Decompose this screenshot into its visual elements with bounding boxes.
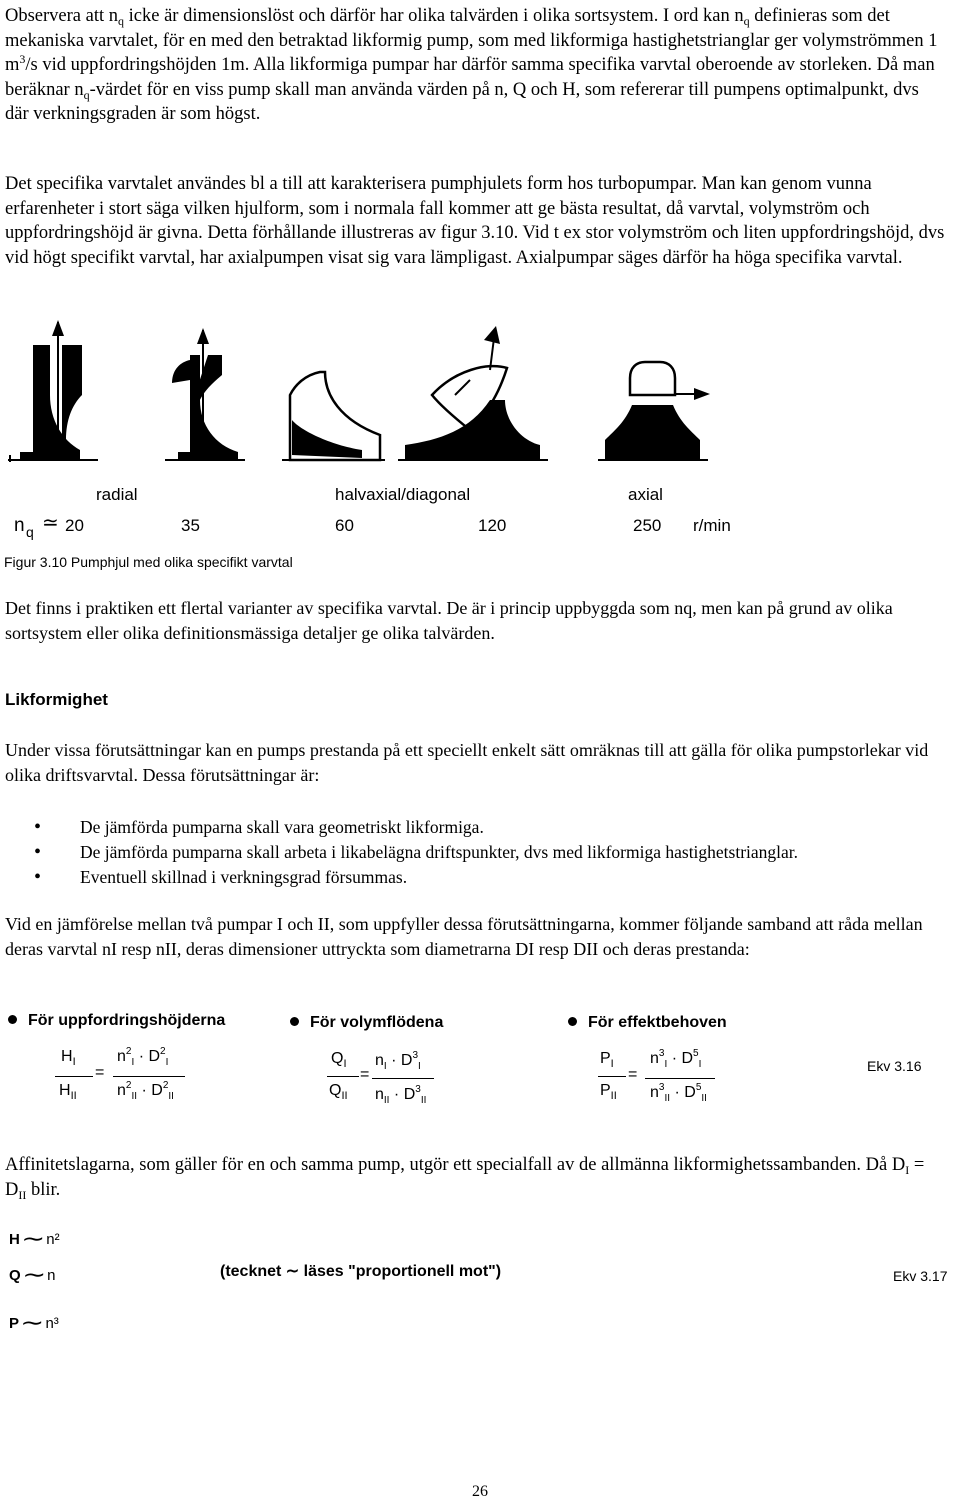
nq-value: 250	[633, 516, 662, 535]
nq-unit: r/min	[693, 516, 731, 535]
bullet-dot-icon	[8, 1015, 17, 1024]
formula-label-text: För uppfordringshöjderna	[28, 1012, 226, 1029]
bullet-dot-icon	[568, 1017, 577, 1026]
list-item: • De jämförda pumparna skall arbeta i likabelägna driftspunkter, dvs med likformiga hastighetstrianglar.	[0, 840, 940, 865]
bullet-dot-icon	[290, 1017, 299, 1026]
prop-rhs: n²	[46, 1231, 60, 1248]
paragraph-6	[5, 1153, 945, 1202]
formula-label-power	[568, 1014, 727, 1032]
proportion-note: (tecknet ∼ läses "proportionell mot")	[220, 1263, 502, 1280]
nq-value: 60	[335, 516, 354, 535]
equation-number: Ekv 3.17	[893, 1268, 948, 1284]
formula-power-ratio: $P_I$ $P_{II}$ = $n^3_I \cdot D^5_I$ $n^3_{II} \cdot D^5_{II}$	[598, 1050, 748, 1120]
nq-value: 120	[478, 516, 507, 535]
formula-label-text: För volymflödena	[310, 1014, 444, 1031]
paragraph-1	[5, 4, 945, 127]
impeller-radial-2-drawing	[165, 328, 245, 460]
prop-lhs: Q	[9, 1267, 21, 1284]
prop-lhs: P	[9, 1315, 20, 1332]
para1-text: Observera att n	[5, 6, 119, 26]
label-axial: axial	[628, 485, 663, 504]
para6-text: = D	[5, 1155, 925, 1200]
para1-text: /s vid uppfordringshöjden 1m. Alla likformiga pumpar har därför samma specifika varvtal oberoende av storleken. Då man beräknar n	[5, 55, 935, 100]
para6-text: blir.	[26, 1179, 61, 1200]
impeller-radial-drawing	[8, 320, 98, 462]
impeller-axial-drawing	[598, 362, 710, 460]
subscript: II	[18, 1187, 27, 1202]
superscript: 3	[19, 52, 26, 66]
formula-flow-ratio: $Q_I$ $Q_{II}$ = $n_I \cdot D^3_I$ $n_{II} \cdot D^3_{II}$	[327, 1050, 477, 1120]
label-halvaxial: halvaxial/diagonal	[335, 485, 471, 504]
page-number: 26	[472, 1483, 488, 1500]
nq-subscript: q	[26, 524, 34, 540]
impeller-halvaxial-drawing	[282, 372, 385, 460]
formula-label-text: För effektbehoven	[588, 1014, 727, 1031]
list-item: • Eventuell skillnad i verkningsgrad försummas.	[0, 865, 940, 890]
proportion-height	[9, 1226, 60, 1252]
paragraph-4: Under vissa förutsättningar kan en pumps prestanda på ett speciellt enkelt sätt omräknas till att gälla för olika pumpstorlekar vid olika driftsvarvtal. Dessa förutsättningar är:	[5, 740, 929, 785]
nq-symbol: n	[14, 515, 25, 536]
paragraph-5: Vid en jämförelse mellan två pumpar I och II, som uppfyller dessa förutsättningarna, kommer följande samband att råda mellan deras varvtal nI resp nII, deras dimensioner uttryckta som diametrarna DI resp DII och deras prestanda:	[5, 914, 923, 959]
bullet-list	[0, 815, 940, 890]
proportion-power	[9, 1310, 59, 1336]
label-radial: radial	[96, 485, 138, 504]
para6-text: Affinitetslagarna, som gäller för en och samma pump, utgör ett specialfall av de allmänna likformighetssambanden. Då D	[5, 1155, 906, 1175]
subscript: I	[905, 1163, 910, 1177]
subscript: q	[83, 87, 90, 102]
para1-text: icke är dimensionslöst och därför har olika talvärden i olika sortsystem. I ord kan n	[124, 6, 744, 26]
proportion-flow	[9, 1262, 55, 1288]
prop-rhs: n³	[45, 1315, 59, 1332]
subscript: q	[118, 14, 125, 28]
proportional-icon: ∼	[21, 1262, 46, 1287]
subscript: q	[743, 14, 750, 28]
prop-rhs: n	[47, 1267, 56, 1284]
impeller-diagonal-drawing	[398, 326, 548, 460]
formula-label-flow	[290, 1014, 443, 1032]
proportional-icon: ∼	[20, 1310, 45, 1335]
prop-lhs: H	[9, 1231, 20, 1248]
section-heading: Likformighet	[5, 690, 108, 709]
para1-text: -värdet för en viss pump skall man använda värden på n, Q och H, som refererar till pumpens optimalpunkt, dvs där verkningsgraden är som högst.	[5, 79, 919, 124]
paragraph-3: Det finns i praktiken ett flertal varianter av specifika varvtal. De är i princip uppbyggda som nq, men kan på grund av olika sortsystem eller olika definitionsmässiga detaljer ge olika talvärden.	[5, 598, 893, 643]
nq-value: 20	[65, 516, 84, 535]
formula-label-height	[8, 1012, 225, 1030]
approx-sign: ≃	[42, 512, 59, 534]
nq-value: 35	[181, 516, 200, 535]
impeller-figure	[0, 312, 960, 552]
equation-number: Ekv 3.16	[867, 1058, 922, 1074]
figure-caption: Figur 3.10 Pumphjul med olika specifikt varvtal	[4, 554, 293, 570]
formula-height-ratio: $H_I$ $H_{II}$ = $n^2_I \cdot D^2_I$ $n^2_{II} \cdot D^2_{II}$	[55, 1048, 205, 1118]
paragraph-2: Det specifika varvtalet användes bl a till att karakterisera pumphjulets form hos turbopumpar. Man kan genom vunna erfarenheter i stort säga vilken hjulform, som i normala fall kommer att ge bästa resultat, då varvtal, volymström och uppfordringshöjd är givna. Detta förhållande illustreras av figur 3.10. Vid t ex stor volymström och liten uppfordringshöjd, dvs vid högt specifikt varvtal, har axialpumpen visat sig vara lämpligast. Axialpumpar säges därför ha höga specifika varvtal.	[5, 174, 945, 268]
para1-text: definieras som det mekaniska varvtalet, för en med den betraktad likformig pump, som med likformiga hastighetstrianglar ger volymströmmen 1 m	[5, 6, 938, 75]
list-item: • De jämförda pumparna skall vara geometriskt likformiga.	[0, 815, 940, 840]
proportional-icon: ∼	[21, 1226, 46, 1251]
